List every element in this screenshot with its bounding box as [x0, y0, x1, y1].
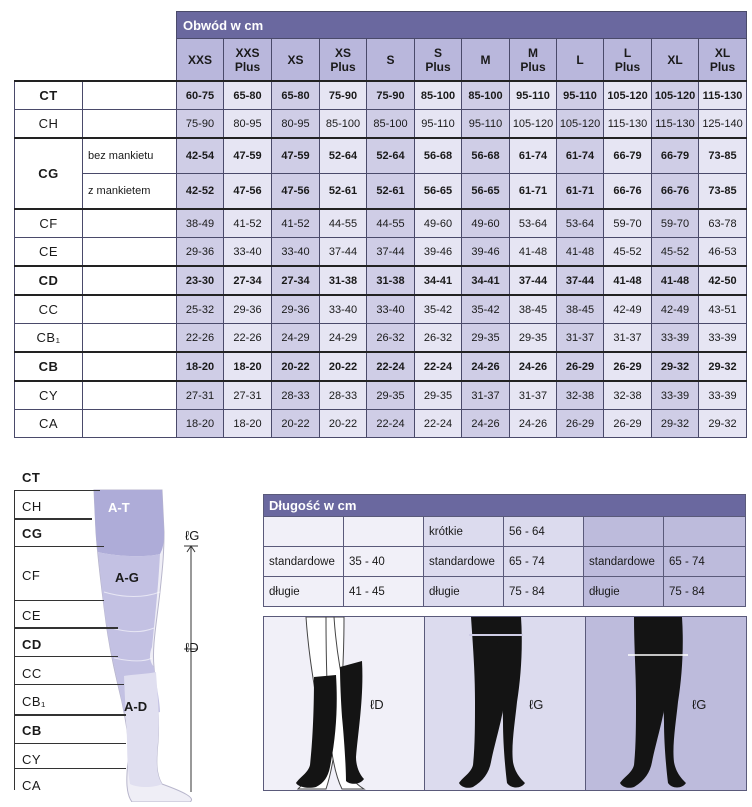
blank-cell	[15, 39, 177, 82]
value-cell: 41-48	[557, 238, 604, 267]
value-cell: 31-37	[510, 381, 557, 410]
row-sublabel	[83, 410, 177, 438]
value-cell: 52-61	[367, 174, 415, 210]
value-cell: 24-26	[510, 352, 557, 381]
leg-level-line	[14, 768, 126, 769]
value-cell: 42-49	[652, 295, 699, 324]
value-cell: 26-29	[557, 352, 604, 381]
value-cell: 49-60	[415, 209, 462, 238]
value-cell: 42-49	[604, 295, 652, 324]
leg-level-label: CH	[22, 499, 42, 514]
length-cell: standardowe	[264, 547, 344, 577]
length-cell	[584, 517, 664, 547]
size-header	[177, 39, 224, 82]
zone-ad-label: A-D	[124, 699, 148, 714]
value-cell: 29-35	[510, 324, 557, 353]
length-cell: 56 - 64	[504, 517, 584, 547]
circumference-row	[15, 352, 747, 381]
row-sublabel	[83, 266, 177, 295]
value-cell: 66-76	[604, 174, 652, 210]
pic-label-lg-1: ℓG	[529, 697, 544, 712]
size-header	[462, 39, 510, 82]
size-name: S	[386, 52, 395, 67]
circumference-title: Obwód w cm	[177, 12, 747, 39]
row-label: CH	[15, 110, 83, 139]
length-cell: długie	[424, 577, 504, 607]
leg-level-label: CF	[22, 568, 41, 583]
size-name: L	[623, 45, 632, 60]
row-label: CD	[15, 266, 83, 295]
row-sublabel	[83, 81, 177, 110]
value-cell: 66-79	[604, 138, 652, 174]
row-label: CB₁	[15, 324, 83, 353]
leg-level-line	[14, 743, 126, 744]
value-cell: 29-32	[652, 410, 699, 438]
length-cell: 41 - 45	[344, 577, 424, 607]
value-cell: 33-40	[272, 238, 320, 267]
value-cell: 85-100	[367, 110, 415, 139]
value-cell: 75-90	[320, 81, 367, 110]
value-cell: 75-90	[367, 81, 415, 110]
row-sublabel	[83, 352, 177, 381]
zone-ag-label: A-G	[115, 570, 139, 585]
value-cell: 39-46	[462, 238, 510, 267]
leg-level-line	[14, 490, 100, 491]
value-cell: 95-110	[510, 81, 557, 110]
size-header	[699, 39, 747, 82]
value-cell: 66-76	[652, 174, 699, 210]
size-suffix: Plus	[425, 59, 451, 74]
leg-level-line	[14, 518, 92, 520]
tights-icon	[586, 617, 746, 790]
row-sublabel	[83, 110, 177, 139]
value-cell: 24-26	[510, 410, 557, 438]
circumference-row	[15, 381, 747, 410]
size-name: XL	[714, 45, 731, 60]
value-cell: 38-45	[557, 295, 604, 324]
value-cell: 22-24	[415, 352, 462, 381]
value-cell: 34-41	[462, 266, 510, 295]
value-cell: 80-95	[224, 110, 272, 139]
length-cell	[264, 517, 344, 547]
length-cell	[344, 517, 424, 547]
length-table	[263, 494, 746, 607]
value-cell: 31-37	[462, 381, 510, 410]
value-cell: 33-40	[224, 238, 272, 267]
row-label: CB	[15, 352, 83, 381]
value-cell: 73-85	[699, 138, 747, 174]
leg-level-label: CB	[22, 723, 42, 738]
value-cell: 27-31	[177, 381, 224, 410]
value-cell: 22-24	[367, 410, 415, 438]
value-cell: 59-70	[604, 209, 652, 238]
value-cell: 41-48	[510, 238, 557, 267]
value-cell: 29-35	[367, 381, 415, 410]
value-cell: 20-22	[272, 352, 320, 381]
value-cell: 37-44	[367, 238, 415, 267]
value-cell: 80-95	[272, 110, 320, 139]
circumference-row	[15, 138, 747, 174]
leg-level-label: CY	[22, 752, 42, 767]
value-cell: 37-44	[557, 266, 604, 295]
value-cell: 38-45	[510, 295, 557, 324]
value-cell: 18-20	[177, 352, 224, 381]
value-cell: 24-26	[462, 410, 510, 438]
size-suffix: Plus	[614, 59, 641, 74]
value-cell: 33-40	[320, 295, 367, 324]
length-d-marker: ℓD	[185, 640, 199, 655]
value-cell: 85-100	[320, 110, 367, 139]
size-suffix: Plus	[330, 59, 356, 74]
value-cell: 56-68	[462, 138, 510, 174]
value-cell: 75-90	[177, 110, 224, 139]
value-cell: 31-37	[557, 324, 604, 353]
circumference-row	[15, 295, 747, 324]
value-cell: 42-54	[177, 138, 224, 174]
value-cell: 61-71	[557, 174, 604, 210]
row-label: CA	[15, 410, 83, 438]
value-cell: 52-61	[320, 174, 367, 210]
value-cell: 37-44	[320, 238, 367, 267]
leg-level-label: CG	[22, 526, 43, 541]
thigh-stocking-icon	[425, 617, 585, 790]
size-name: XS	[287, 52, 304, 67]
value-cell: 26-29	[557, 410, 604, 438]
row-label: CG	[15, 138, 83, 209]
value-cell: 29-32	[699, 352, 747, 381]
value-cell: 32-38	[604, 381, 652, 410]
row-label: CF	[15, 209, 83, 238]
row-sublabel	[83, 381, 177, 410]
size-name: XXS	[235, 45, 260, 60]
value-cell: 125-140	[699, 110, 747, 139]
size-name: L	[576, 52, 584, 67]
size-header	[224, 39, 272, 82]
leg-level-line	[14, 600, 104, 601]
pic-label-ld: ℓD	[370, 697, 384, 712]
size-suffix: Plus	[520, 59, 546, 74]
value-cell: 61-74	[510, 138, 557, 174]
value-cell: 105-120	[510, 110, 557, 139]
value-cell: 33-40	[367, 295, 415, 324]
value-cell: 31-38	[367, 266, 415, 295]
value-cell: 37-44	[510, 266, 557, 295]
length-cell: 65 - 74	[504, 547, 584, 577]
value-cell: 49-60	[462, 209, 510, 238]
value-cell: 105-120	[604, 81, 652, 110]
leg-illustration	[14, 462, 254, 802]
value-cell: 44-55	[367, 209, 415, 238]
value-cell: 29-35	[415, 381, 462, 410]
circumference-table	[14, 11, 747, 438]
size-suffix: Plus	[234, 59, 261, 74]
leg-diagram	[14, 462, 254, 802]
thigh-stocking-panel	[425, 617, 586, 790]
value-cell: 35-42	[462, 295, 510, 324]
value-cell: 73-85	[699, 174, 747, 210]
value-cell: 26-32	[367, 324, 415, 353]
value-cell: 46-53	[699, 238, 747, 267]
circumference-row	[15, 81, 747, 110]
leg-level-line	[14, 546, 104, 547]
value-cell: 18-20	[224, 352, 272, 381]
row-label: CE	[15, 238, 83, 267]
row-sublabel: z mankietem	[83, 174, 177, 210]
value-cell: 27-31	[224, 381, 272, 410]
value-cell: 47-59	[224, 138, 272, 174]
zone-at-label: A-T	[108, 500, 130, 515]
circumference-row	[15, 410, 747, 438]
leg-level-line	[14, 714, 126, 716]
value-cell: 47-56	[272, 174, 320, 210]
circumference-row	[15, 174, 747, 210]
length-cell: standardowe	[424, 547, 504, 577]
value-cell: 105-120	[557, 110, 604, 139]
value-cell: 85-100	[415, 81, 462, 110]
value-cell: 66-79	[652, 138, 699, 174]
value-cell: 29-36	[272, 295, 320, 324]
value-cell: 32-38	[557, 381, 604, 410]
value-cell: 52-64	[320, 138, 367, 174]
circumference-row	[15, 324, 747, 353]
value-cell: 39-46	[415, 238, 462, 267]
value-cell: 85-100	[462, 81, 510, 110]
value-cell: 42-52	[177, 174, 224, 210]
value-cell: 45-52	[652, 238, 699, 267]
value-cell: 53-64	[510, 209, 557, 238]
value-cell: 22-24	[415, 410, 462, 438]
leg-axis-line	[14, 490, 15, 790]
size-header	[367, 39, 415, 82]
value-cell: 33-39	[652, 324, 699, 353]
row-label: CC	[15, 295, 83, 324]
value-cell: 20-22	[320, 410, 367, 438]
value-cell: 27-34	[272, 266, 320, 295]
value-cell: 95-110	[462, 110, 510, 139]
leg-level-label: CA	[22, 778, 42, 793]
value-cell: 31-38	[320, 266, 367, 295]
size-name: S	[433, 45, 442, 60]
value-cell: 95-110	[557, 81, 604, 110]
length-cell: długie	[584, 577, 664, 607]
value-cell: 61-71	[510, 174, 557, 210]
value-cell: 41-52	[272, 209, 320, 238]
leg-level-label: CD	[22, 637, 42, 652]
size-header	[604, 39, 652, 82]
circumference-row	[15, 266, 747, 295]
value-cell: 31-37	[604, 324, 652, 353]
length-cell	[664, 517, 746, 547]
length-cell: 75 - 84	[504, 577, 584, 607]
leg-level-label: CB₁	[22, 694, 46, 709]
value-cell: 45-52	[604, 238, 652, 267]
value-cell: 26-29	[604, 352, 652, 381]
value-cell: 52-64	[367, 138, 415, 174]
leg-level-label: CE	[22, 608, 42, 623]
value-cell: 95-110	[415, 110, 462, 139]
row-sublabel	[83, 209, 177, 238]
value-cell: 47-56	[224, 174, 272, 210]
value-cell: 38-49	[177, 209, 224, 238]
value-cell: 115-130	[604, 110, 652, 139]
value-cell: 41-48	[604, 266, 652, 295]
leg-level-line	[14, 656, 118, 657]
size-name: M	[480, 52, 491, 67]
blank-cell	[15, 12, 177, 39]
value-cell: 24-29	[320, 324, 367, 353]
size-name: XS	[334, 45, 351, 60]
value-cell: 35-42	[415, 295, 462, 324]
length-cell: standardowe	[584, 547, 664, 577]
value-cell: 44-55	[320, 209, 367, 238]
size-header	[652, 39, 699, 82]
value-cell: 20-22	[272, 410, 320, 438]
value-cell: 34-41	[415, 266, 462, 295]
leg-level-line	[14, 684, 124, 685]
value-cell: 43-51	[699, 295, 747, 324]
circumference-row	[15, 209, 747, 238]
value-cell: 24-26	[462, 352, 510, 381]
value-cell: 24-29	[272, 324, 320, 353]
length-cell: 65 - 74	[664, 547, 746, 577]
value-cell: 20-22	[320, 352, 367, 381]
size-header	[510, 39, 557, 82]
size-header	[557, 39, 604, 82]
size-header	[415, 39, 462, 82]
value-cell: 27-34	[224, 266, 272, 295]
value-cell: 33-39	[699, 381, 747, 410]
tights-panel	[586, 617, 746, 790]
size-name: M	[528, 45, 538, 60]
size-name: XL	[667, 52, 683, 67]
value-cell: 18-20	[224, 410, 272, 438]
value-cell: 60-75	[177, 81, 224, 110]
value-cell: 115-130	[699, 81, 747, 110]
leg-level-label: CC	[22, 666, 42, 681]
row-sublabel	[83, 238, 177, 267]
value-cell: 28-33	[320, 381, 367, 410]
pic-label-lg-2: ℓG	[692, 697, 707, 712]
value-cell: 65-80	[224, 81, 272, 110]
value-cell: 18-20	[177, 410, 224, 438]
length-cell: krótkie	[424, 517, 504, 547]
leg-level-line	[14, 627, 118, 629]
value-cell: 22-24	[367, 352, 415, 381]
size-header	[320, 39, 367, 82]
circumference-row	[15, 110, 747, 139]
value-cell: 63-78	[699, 209, 747, 238]
size-header	[272, 39, 320, 82]
value-cell: 56-65	[462, 174, 510, 210]
row-sublabel	[83, 324, 177, 353]
value-cell: 25-32	[177, 295, 224, 324]
leg-level-label: CT	[22, 470, 41, 485]
value-cell: 115-130	[652, 110, 699, 139]
value-cell: 28-33	[272, 381, 320, 410]
knee-stocking-panel	[264, 617, 425, 790]
row-label: CT	[15, 81, 83, 110]
value-cell: 29-32	[699, 410, 747, 438]
value-cell: 59-70	[652, 209, 699, 238]
row-sublabel	[83, 295, 177, 324]
size-suffix: Plus	[709, 59, 736, 74]
value-cell: 41-48	[652, 266, 699, 295]
value-cell: 22-26	[177, 324, 224, 353]
value-cell: 65-80	[272, 81, 320, 110]
value-cell: 29-32	[652, 352, 699, 381]
value-cell: 29-36	[224, 295, 272, 324]
size-name: XXS	[187, 52, 212, 67]
value-cell: 41-52	[224, 209, 272, 238]
value-cell: 29-36	[177, 238, 224, 267]
circumference-row	[15, 238, 747, 267]
value-cell: 33-39	[699, 324, 747, 353]
length-cell: 35 - 40	[344, 547, 424, 577]
value-cell: 56-68	[415, 138, 462, 174]
length-cell: długie	[264, 577, 344, 607]
value-cell: 42-50	[699, 266, 747, 295]
value-cell: 47-59	[272, 138, 320, 174]
length-g-marker: ℓG	[185, 528, 200, 543]
value-cell: 26-29	[604, 410, 652, 438]
value-cell: 26-32	[415, 324, 462, 353]
stocking-illustrations	[263, 616, 747, 791]
value-cell: 22-26	[224, 324, 272, 353]
value-cell: 29-35	[462, 324, 510, 353]
knee-stocking-icon	[264, 617, 424, 790]
row-sublabel: bez mankietu	[83, 138, 177, 174]
value-cell: 53-64	[557, 209, 604, 238]
value-cell: 56-65	[415, 174, 462, 210]
value-cell: 61-74	[557, 138, 604, 174]
row-label: CY	[15, 381, 83, 410]
length-cell: 75 - 84	[664, 577, 746, 607]
value-cell: 23-30	[177, 266, 224, 295]
value-cell: 105-120	[652, 81, 699, 110]
length-title: Długość w cm	[264, 495, 746, 517]
value-cell: 33-39	[652, 381, 699, 410]
